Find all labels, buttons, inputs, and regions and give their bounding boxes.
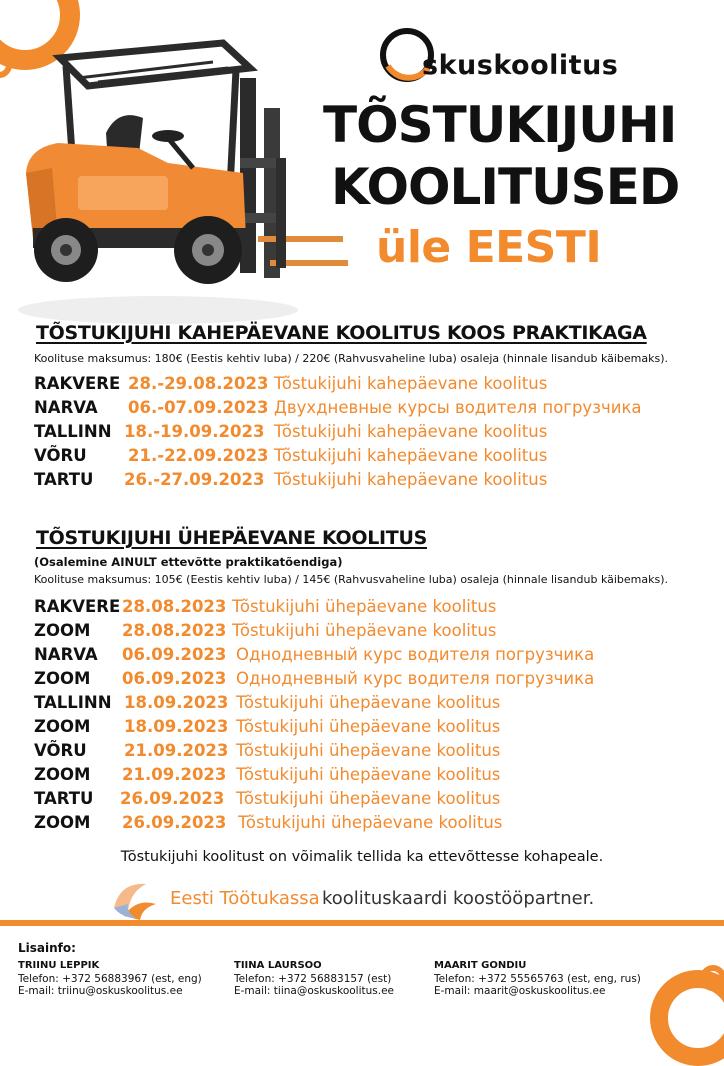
row-city: ZOOM <box>34 813 91 832</box>
schedule-row <box>34 789 714 813</box>
row-city: TARTU <box>34 470 94 489</box>
row-city: VÕRU <box>34 446 87 465</box>
partner-text: koolituskaardi koostööpartner. <box>322 888 595 909</box>
row-city: RAKVERE <box>34 374 121 393</box>
row-course: Tõstukijuhi ühepäevane koolitus <box>232 597 497 616</box>
row-date: 21.09.2023 <box>122 765 227 784</box>
row-course: Tõstukijuhi ühepäevane koolitus <box>236 741 501 760</box>
brand-name: skuskoolitus <box>422 50 619 81</box>
contact-email[interactable]: E-mail: maarit@oskuskoolitus.ee <box>434 985 606 997</box>
schedule-row <box>34 813 714 837</box>
row-course: Tõstukijuhi kahepäevane koolitus <box>274 470 548 489</box>
row-city: VÕRU <box>34 741 87 760</box>
row-city: TARTU <box>34 789 94 808</box>
headline-line-2: KOOLITUSED <box>331 158 680 216</box>
footer-divider <box>0 920 724 926</box>
row-city: ZOOM <box>34 765 91 784</box>
row-date: 06.-07.09.2023 <box>128 398 269 417</box>
schedule-row <box>34 669 714 693</box>
contact-card <box>18 960 202 998</box>
row-course: Однодневный курс водителя погрузчика <box>236 645 595 664</box>
row-city: NARVA <box>34 398 98 417</box>
section-1-price: Koolituse maksumus: 180€ (Eestis kehtiv luba) / 220€ (Rahvusvaheline luba) osaleja (hinnale lisandub käibemaks). <box>34 352 669 365</box>
row-course: Tõstukijuhi ühepäevane koolitus <box>236 693 501 712</box>
schedule-row <box>34 693 714 717</box>
row-date: 18.09.2023 <box>124 717 229 736</box>
contact-name: TIINA LAURSOO <box>234 960 322 971</box>
schedule-row <box>34 422 714 446</box>
row-city: TALLINN <box>34 422 112 441</box>
row-date: 06.09.2023 <box>122 669 227 688</box>
schedule-row <box>34 717 714 741</box>
headline-line-1: TÕSTUKIJUHI <box>323 96 677 154</box>
row-date: 18.09.2023 <box>124 693 229 712</box>
row-date: 28.08.2023 <box>122 621 227 640</box>
row-date: 21.-22.09.2023 <box>128 446 269 465</box>
contact-phone: Telefon: +372 55565763 (est, eng, rus) <box>434 972 641 985</box>
row-city: RAKVERE <box>34 597 121 616</box>
row-city: TALLINN <box>34 693 112 712</box>
orange-ring-small-bottom-right <box>700 965 724 991</box>
schedule-row <box>34 597 714 621</box>
section-2-note: (Osalemine AINULT ettevõtte praktikatõendiga) <box>34 555 343 569</box>
schedule-row <box>34 765 714 789</box>
row-date: 26.-27.09.2023 <box>124 470 265 489</box>
forklift-illustration <box>18 38 348 328</box>
contact-card <box>234 960 394 998</box>
section-2-title: TÕSTUKIJUHI ÜHEPÄEVANE KOOLITUS <box>36 527 427 549</box>
schedule-row <box>34 645 714 669</box>
section-1-title: TÕSTUKIJUHI KAHEPÄEVANE KOOLITUS KOOS PRAKTIKAGA <box>36 322 647 344</box>
row-date: 26.09.2023 <box>120 789 225 808</box>
row-course: Tõstukijuhi kahepäevane koolitus <box>274 422 548 441</box>
schedule-row <box>34 374 714 398</box>
contacts-label: Lisainfo: <box>18 941 76 955</box>
row-course: Tõstukijuhi kahepäevane koolitus <box>274 374 548 393</box>
row-course: Tõstukijuhi kahepäevane koolitus <box>274 446 548 465</box>
row-city: ZOOM <box>34 621 91 640</box>
onsite-order-note: Tõstukijuhi koolitust on võimalik tellida ka ettevõttesse kohapeale. <box>120 849 604 865</box>
row-course: Tõstukijuhi ühepäevane koolitus <box>236 789 501 808</box>
row-date: 06.09.2023 <box>122 645 227 664</box>
row-date: 28.08.2023 <box>122 597 227 616</box>
contact-phone: Telefon: +372 56883967 (est, eng) <box>18 972 202 985</box>
row-course: Tõstukijuhi ühepäevane koolitus <box>236 765 501 784</box>
contact-email[interactable]: E-mail: tiina@oskuskoolitus.ee <box>234 985 395 997</box>
partner-banner <box>110 878 630 922</box>
contact-email[interactable]: E-mail: triinu@oskuskoolitus.ee <box>18 985 183 997</box>
row-date: 26.09.2023 <box>122 813 227 832</box>
contact-name: TRIINU LEPPIK <box>18 960 100 971</box>
row-course: Tõstukijuhi ühepäevane koolitus <box>236 717 501 736</box>
schedule-row <box>34 470 714 494</box>
row-date: 28.-29.08.2023 <box>128 374 269 393</box>
schedule-row <box>34 621 714 645</box>
row-course: Tõstukijuhi ühepäevane koolitus <box>232 621 497 640</box>
schedule-row <box>34 741 714 765</box>
section-2-price: Koolituse maksumus: 105€ (Eestis kehtiv luba) / 145€ (Rahvusvaheline luba) osaleja (hinnale lisandub käibemaks). <box>34 573 669 586</box>
row-course: Tõstukijuhi ühepäevane koolitus <box>238 813 503 832</box>
row-course: Двухдневные курсы водителя погрузчика <box>274 398 642 417</box>
row-date: 21.09.2023 <box>124 741 229 760</box>
row-city: ZOOM <box>34 717 91 736</box>
contact-card <box>434 960 641 998</box>
partner-name: Eesti Töötukassa <box>170 888 320 909</box>
contact-phone: Telefon: +372 56883157 (est) <box>234 972 392 985</box>
schedule-row <box>34 446 714 470</box>
contact-name: MAARIT GONDIU <box>434 960 527 971</box>
schedule-row <box>34 398 714 422</box>
headline-line-3: üle EESTI <box>376 222 602 273</box>
row-city: NARVA <box>34 645 98 664</box>
tootukassa-logo-icon <box>110 878 160 922</box>
row-date: 18.-19.09.2023 <box>124 422 265 441</box>
row-course: Однодневный курс водителя погрузчика <box>236 669 595 688</box>
row-city: ZOOM <box>34 669 91 688</box>
